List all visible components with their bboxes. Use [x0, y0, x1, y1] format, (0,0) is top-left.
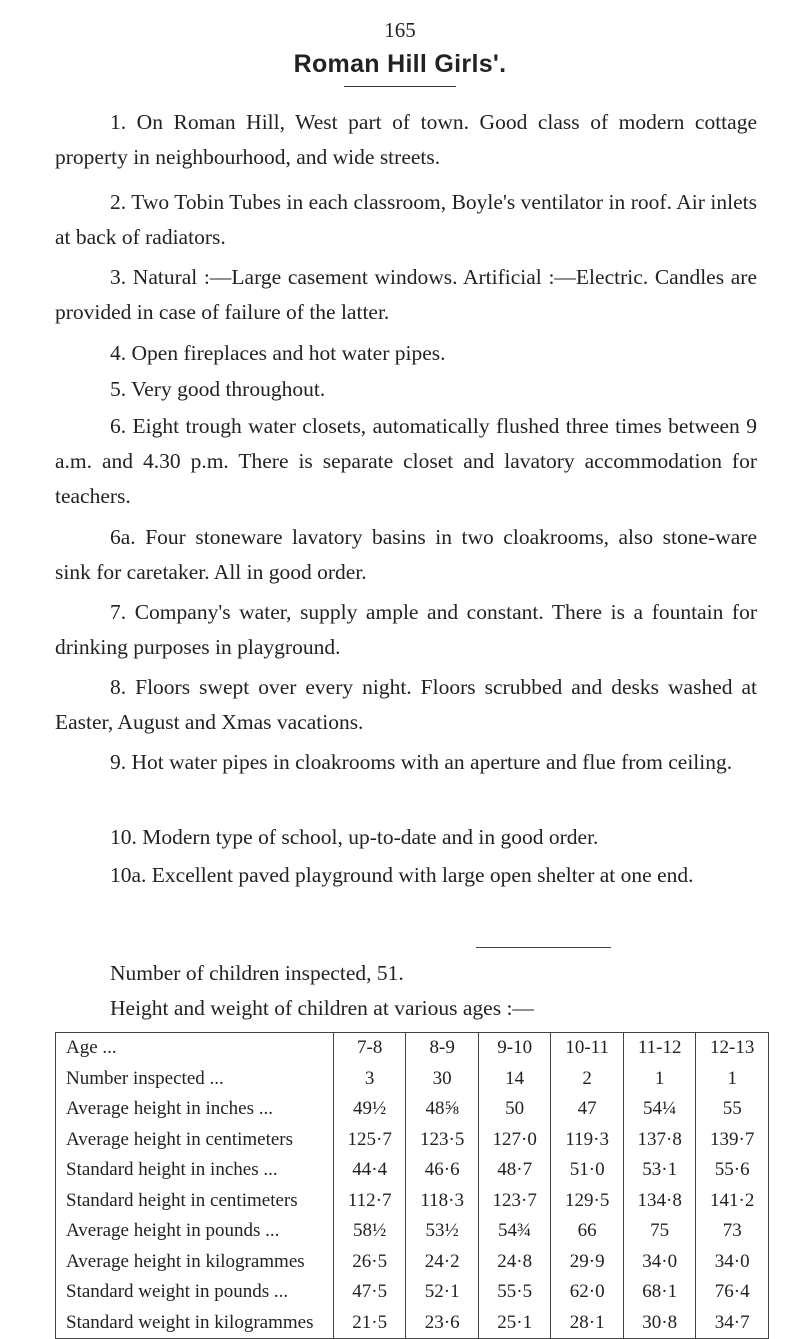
table-cell: 14 [478, 1064, 551, 1095]
table-cell: 50 [478, 1094, 551, 1125]
table-cell: 30 [406, 1064, 479, 1095]
table-row [56, 1277, 769, 1308]
table-cell: 76·4 [696, 1277, 769, 1308]
table-cell: 123·7 [478, 1186, 551, 1217]
table-header-cell: 11-12 [623, 1033, 696, 1064]
table-cell: 52·1 [406, 1277, 479, 1308]
table-header-cell: 8-9 [406, 1033, 479, 1064]
section-divider [476, 947, 611, 948]
table-row [56, 1186, 769, 1217]
paragraph-8: 8. Floors swept over every night. Floors scrubbed and desks washed at Easter, August and Xmas vacations. [55, 675, 757, 734]
table-cell: 53½ [406, 1216, 479, 1247]
table-cell: 34·0 [623, 1247, 696, 1278]
table-row [56, 1125, 769, 1156]
table-cell: 55·6 [696, 1155, 769, 1186]
row-label: Standard height in centimeters [56, 1186, 334, 1217]
table-cell: 118·3 [406, 1186, 479, 1217]
table-row [56, 1155, 769, 1186]
table-cell: 137·8 [623, 1125, 696, 1156]
page-number: 165 [384, 18, 416, 42]
table-cell: 48·7 [478, 1155, 551, 1186]
paragraph-5: 5. Very good throughout. [110, 377, 326, 401]
paragraph-10a: 10a. Excellent paved playground with large open shelter at one end. [110, 863, 694, 887]
row-label: Average height in pounds ... [56, 1216, 334, 1247]
paragraph-7: 7. Company's water, supply ample and constant. There is a fountain for drinking purposes in playground. [55, 600, 757, 659]
table-cell: 28·1 [551, 1308, 624, 1339]
table-cell: 66 [551, 1216, 624, 1247]
table-cell: 47 [551, 1094, 624, 1125]
inspected-count: Number of children inspected, 51. [110, 961, 404, 985]
row-label: Average height in inches ... [56, 1094, 334, 1125]
table-row [56, 1064, 769, 1095]
table-cell: 51·0 [551, 1155, 624, 1186]
row-label: Average height in kilogrammes [56, 1247, 334, 1278]
table-cell: 127·0 [478, 1125, 551, 1156]
table-cell: 34·0 [696, 1247, 769, 1278]
table-cell: 55 [696, 1094, 769, 1125]
table-cell: 1 [623, 1064, 696, 1095]
paragraph-2: 2. Two Tobin Tubes in each classroom, Boyle's ventilator in roof. Air inlets at back of radiators. [55, 190, 757, 249]
table-cell: 24·8 [478, 1247, 551, 1278]
height-weight-table [55, 1032, 769, 1339]
paragraph-3: 3. Natural :—Large casement windows. Artificial :—Electric. Candles are provided in case of failure of the latter. [55, 265, 757, 324]
table-cell: 54¼ [623, 1094, 696, 1125]
table-cell: 48⅝ [406, 1094, 479, 1125]
table-cell: 68·1 [623, 1277, 696, 1308]
table-cell: 30·8 [623, 1308, 696, 1339]
table-row [56, 1308, 769, 1339]
table-header-cell: Age ... [56, 1033, 334, 1064]
title-underline [344, 86, 456, 87]
table-cell: 141·2 [696, 1186, 769, 1217]
table-cell: 29·9 [551, 1247, 624, 1278]
page-title: Roman Hill Girls'. [293, 50, 507, 78]
table-header-cell: 12-13 [696, 1033, 769, 1064]
table-row [56, 1094, 769, 1125]
paragraph-4: 4. Open fireplaces and hot water pipes. [110, 341, 446, 365]
table-row [56, 1216, 769, 1247]
table-cell: 1 [696, 1064, 769, 1095]
table-cell: 44·4 [333, 1155, 406, 1186]
table-cell: 58½ [333, 1216, 406, 1247]
table-caption: Height and weight of children at various ages :— [110, 996, 534, 1020]
table-cell: 34·7 [696, 1308, 769, 1339]
table-cell: 119·3 [551, 1125, 624, 1156]
table-cell: 54¾ [478, 1216, 551, 1247]
table-cell: 75 [623, 1216, 696, 1247]
table-header-cell: 9-10 [478, 1033, 551, 1064]
table-header-cell: 7-8 [333, 1033, 406, 1064]
table-cell: 55·5 [478, 1277, 551, 1308]
paragraph-1: 1. On Roman Hill, West part of town. Good class of modern cottage property in neighbourhood, and wide streets. [55, 110, 757, 169]
row-label: Standard height in inches ... [56, 1155, 334, 1186]
table-cell: 123·5 [406, 1125, 479, 1156]
table-cell: 125·7 [333, 1125, 406, 1156]
table-cell: 73 [696, 1216, 769, 1247]
table-cell: 112·7 [333, 1186, 406, 1217]
table-cell: 3 [333, 1064, 406, 1095]
table-cell: 49½ [333, 1094, 406, 1125]
table-cell: 129·5 [551, 1186, 624, 1217]
table-cell: 46·6 [406, 1155, 479, 1186]
table-header-cell: 10-11 [551, 1033, 624, 1064]
table-cell: 134·8 [623, 1186, 696, 1217]
row-label: Number inspected ... [56, 1064, 334, 1095]
row-label: Standard weight in pounds ... [56, 1277, 334, 1308]
table-cell: 24·2 [406, 1247, 479, 1278]
table-header-row [56, 1033, 769, 1064]
table-cell: 26·5 [333, 1247, 406, 1278]
table-cell: 53·1 [623, 1155, 696, 1186]
paragraph-6a: 6a. Four stoneware lavatory basins in two cloakrooms, also stone-ware sink for caretaker. All in good order. [55, 525, 757, 584]
table-cell: 23·6 [406, 1308, 479, 1339]
paragraph-6: 6. Eight trough water closets, automatically flushed three times between 9 a.m. and 4.30 p.m. There is separate closet and lavatory accommodation for teachers. [55, 414, 757, 508]
row-label: Standard weight in kilogrammes [56, 1308, 334, 1339]
table-cell: 62·0 [551, 1277, 624, 1308]
table-cell: 25·1 [478, 1308, 551, 1339]
table-row [56, 1247, 769, 1278]
table-cell: 2 [551, 1064, 624, 1095]
table-cell: 139·7 [696, 1125, 769, 1156]
table-cell: 47·5 [333, 1277, 406, 1308]
table-cell: 21·5 [333, 1308, 406, 1339]
paragraph-9: 9. Hot water pipes in cloakrooms with an aperture and flue from ceiling. [110, 750, 733, 774]
paragraph-10: 10. Modern type of school, up-to-date and in good order. [110, 825, 599, 849]
row-label: Average height in centimeters [56, 1125, 334, 1156]
